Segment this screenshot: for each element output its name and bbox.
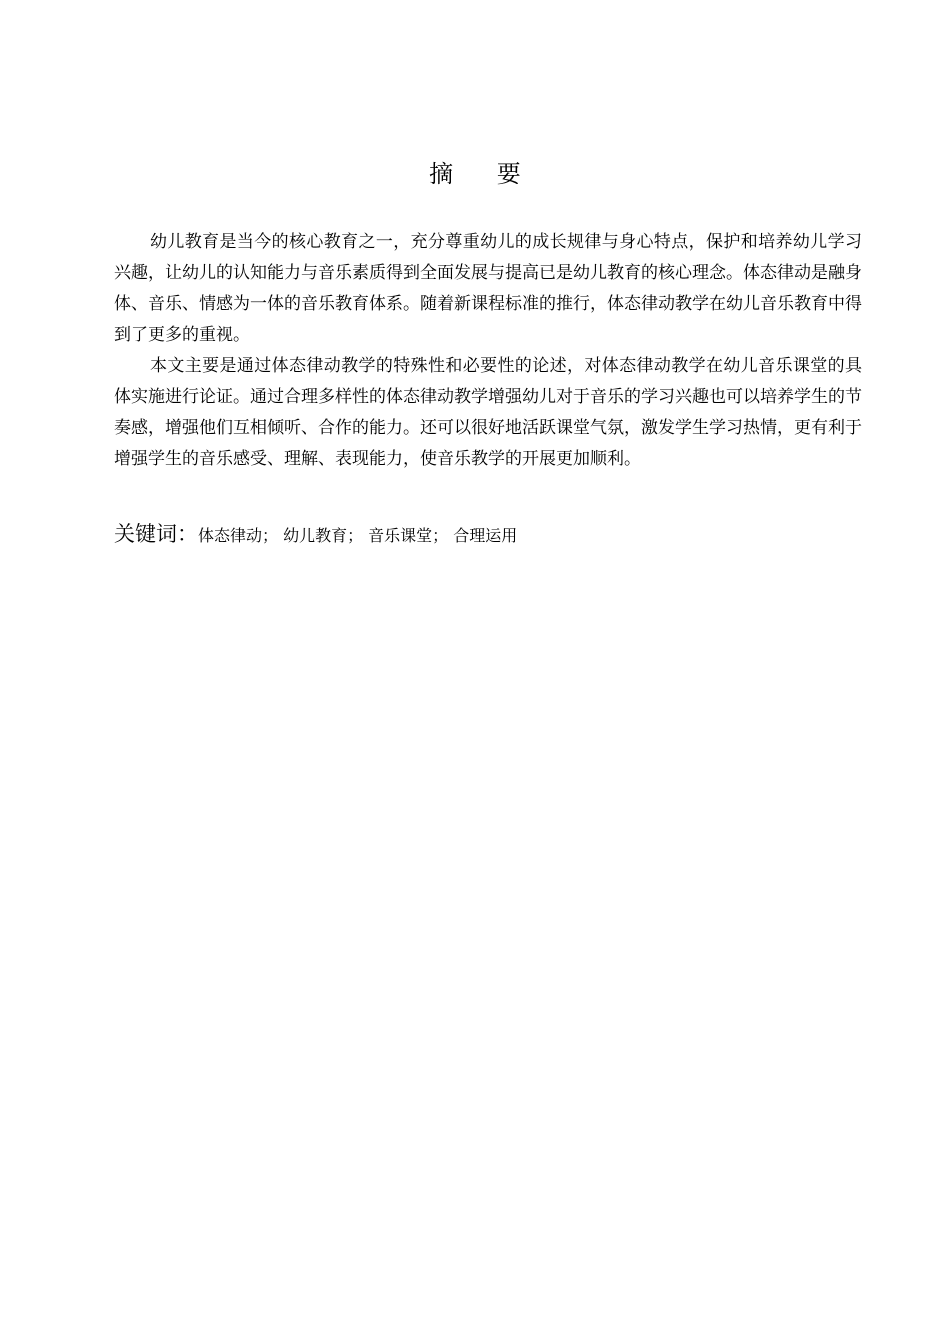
- keywords-value: 体态律动； 幼儿教育； 音乐课堂； 合理运用: [198, 526, 518, 545]
- keywords-label: 关键词：: [114, 522, 198, 546]
- keywords-line: [114, 517, 862, 553]
- abstract-paragraph-2: 本文主要是通过体态律动教学的特殊性和必要性的论述，对体态律动教学在幼儿音乐课堂的具体实施进行论证。通过合理多样性的体态律动教学增强幼儿对于音乐的学习兴趣也可以培养学生的节奏感，增强他们互相倾听、合作的能力。还可以很好地活跃课堂气氛，激发学生学习热情，更有利于增强学生的音乐感受、理解、表现能力，使音乐教学的开展更加顺利。: [114, 356, 862, 469]
- abstract-title: 摘 要: [429, 160, 539, 188]
- abstract-paragraph-1: 幼儿教育是当今的核心教育之一，充分尊重幼儿的成长规律与身心特点，保护和培养幼儿学习兴趣，让幼儿的认知能力与音乐素质得到全面发展与提高已是幼儿教育的核心理念。体态律动是融身体、音乐、情感为一体的音乐教育体系。随着新课程标准的推行，体态律动教学在幼儿音乐教育中得到了更多的重视。: [114, 232, 862, 345]
- abstract-body: [114, 227, 862, 475]
